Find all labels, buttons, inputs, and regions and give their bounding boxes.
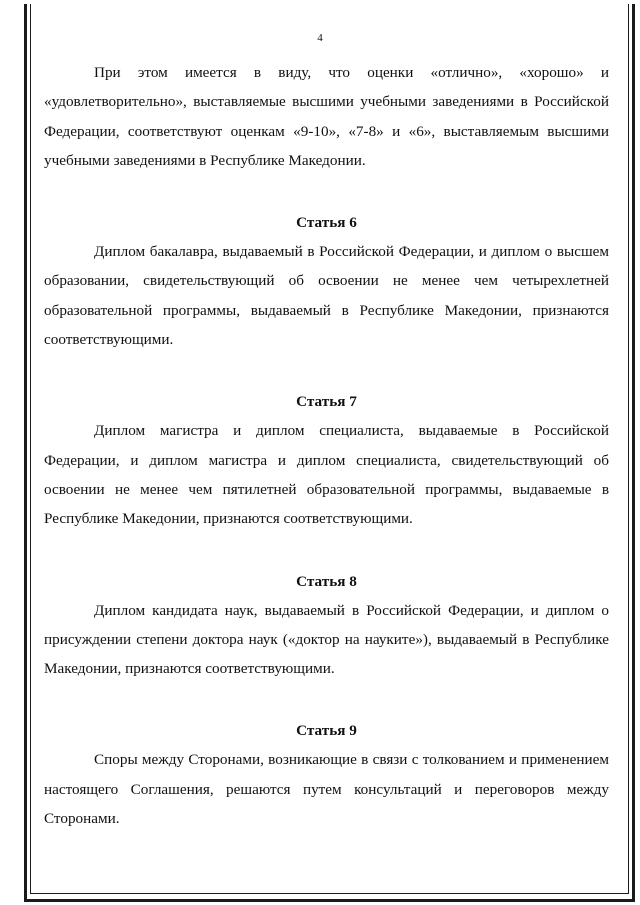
page-number: 4 [317, 32, 323, 44]
article-8-heading: Статья 8 [296, 572, 357, 590]
article-6-heading: Статья 6 [296, 214, 357, 232]
article-9-heading: Статья 9 [296, 722, 357, 740]
article-7-heading: Статья 7 [296, 393, 357, 411]
document-body [44, 58, 609, 833]
intro-paragraph: При этом имеется в виду, что оценки «отлично», «хорошо» и «удовлетворительно», выставляемые высшими учебными заведениями в Российской Федерации, соответствуют оценкам «9-10», «7-8» и «6», выставляемым высшими учебными заведениями в Республике Македонии. [44, 64, 609, 169]
article-6-text: Диплом бакалавра, выдаваемый в Российской Федерации, и диплом о высшем образовании, свидетельствующий об освоении не менее чем четырехлетней образовательной программы, выдаваемый в Республике Македонии, признаются соответствующими. [44, 243, 609, 349]
article-7-text: Диплом магистра и диплом специалиста, выдаваемые в Российской Федерации, и диплом магистра и диплом специалиста, свидетельствующий об освоении не менее чем пятилетней образовательной программы, выдаваемые в Республике Македонии, признаются соответствующими. [44, 422, 609, 528]
article-8-text: Диплом кандидата наук, выдаваемый в Российской Федерации, и диплом о присуждении степени доктора наук («доктор на науките»), выдаваемый в Республике Македонии, признаются соответствующими. [44, 601, 609, 678]
article-9-text: Споры между Сторонами, возникающие в связи с толкованием и применением настоящего Соглашения, решаются путем консультаций и переговоров между Сторонами. [44, 751, 609, 828]
